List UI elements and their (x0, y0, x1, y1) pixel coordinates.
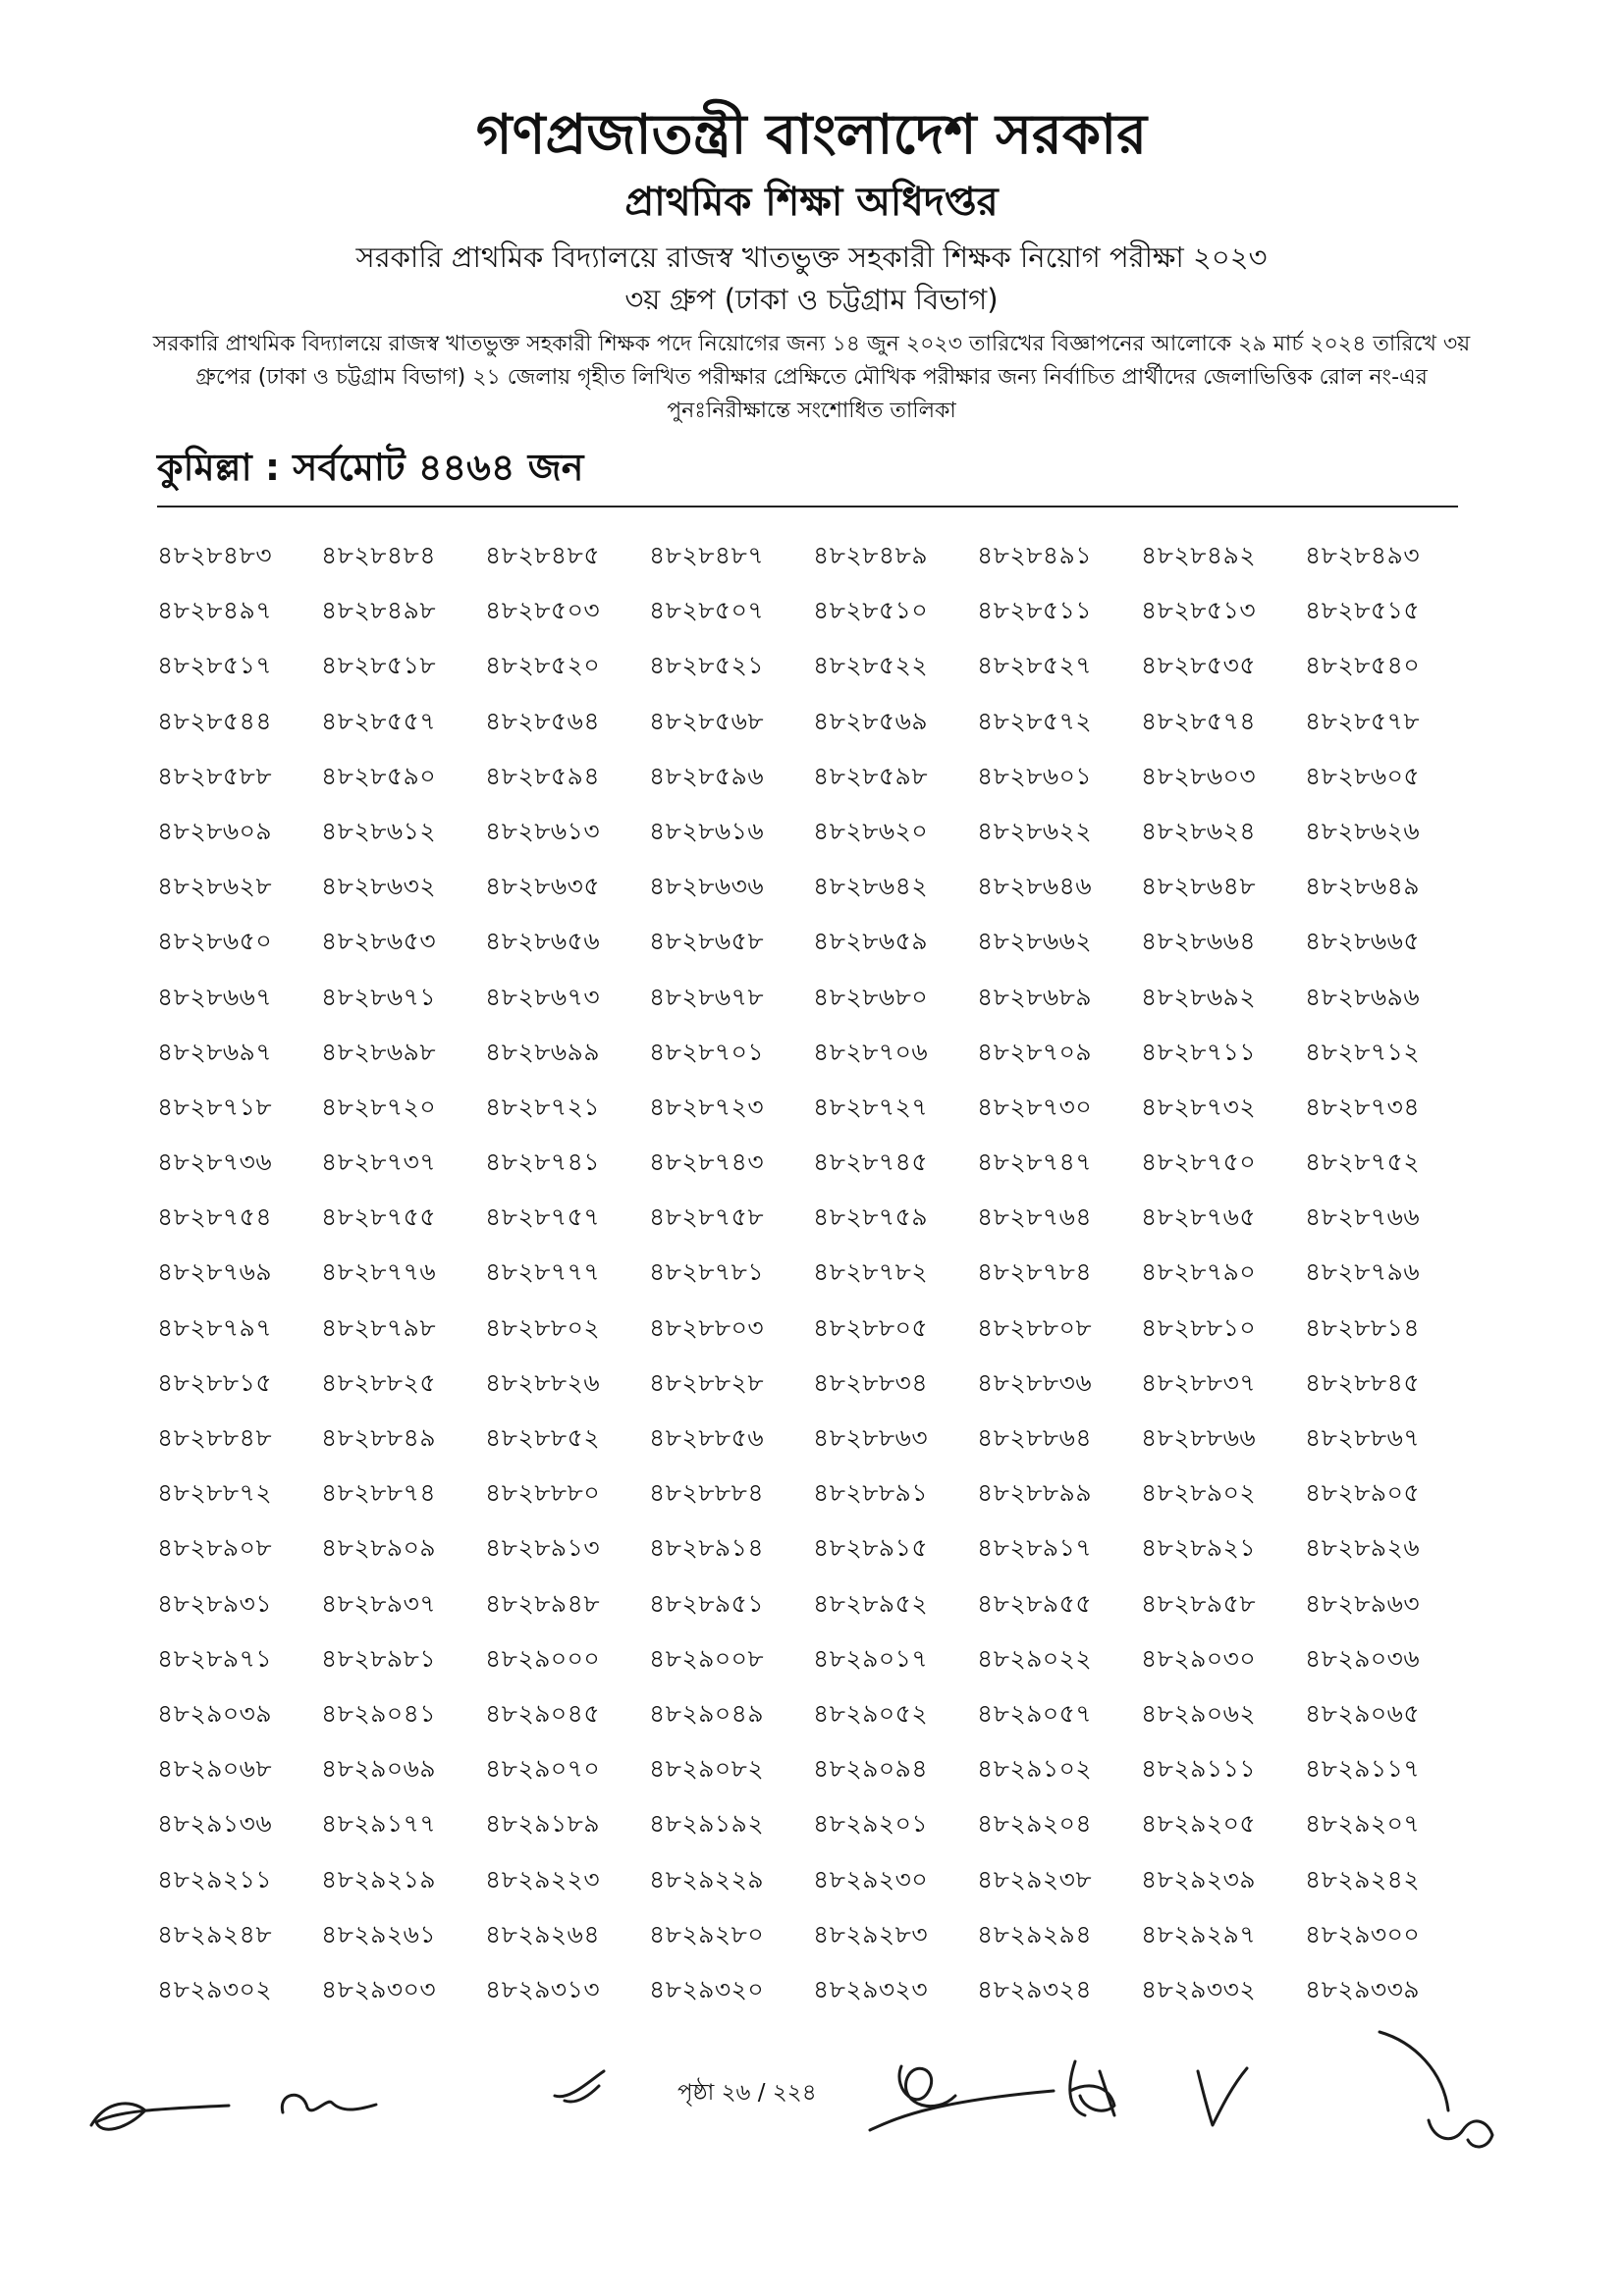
roll-number: ৪৮২৯২৩৮ (977, 1864, 1093, 1894)
roll-number: ৪৮২৯২৯৭ (1141, 1919, 1257, 1949)
signature-3 (545, 2061, 614, 2110)
roll-number: ৪৮২৯২০১ (813, 1809, 929, 1839)
roll-number: ৪৮২৮৬৬৭ (157, 982, 273, 1011)
roll-number: ৪৮২৮৭৬৪ (977, 1202, 1093, 1232)
roll-number: ৪৮২৮৬৮৯ (977, 982, 1093, 1011)
roll-number: ৪৮২৮৮১৪ (1305, 1312, 1421, 1342)
roll-number: ৪৮২৮৫৯৮ (813, 761, 929, 790)
roll-number: ৪৮২৯০১৭ (813, 1643, 929, 1673)
roll-number: ৪৮২৮৪৯১ (977, 541, 1093, 569)
roll-number: ৪৮২৮৯০২ (1141, 1478, 1257, 1508)
roll-number: ৪৮২৮৮৭২ (157, 1478, 273, 1508)
roll-number: ৪৮২৯১৩৬ (157, 1809, 273, 1839)
roll-number: ৪৮২৮৭৬৯ (157, 1257, 273, 1287)
roll-number: ৪৮২৯২৪২ (1305, 1864, 1421, 1894)
roll-number: ৪৮২৯৩০২ (157, 1974, 273, 2003)
roll-number: ৪৮২৯০৫২ (813, 1698, 929, 1728)
roll-number: ৪৮২৮৮৩৭ (1141, 1367, 1257, 1397)
roll-number: ৪৮২৮৮২৫ (321, 1367, 437, 1397)
roll-number: ৪৮২৮৭০১ (649, 1037, 765, 1066)
roll-number: ৪৮২৮৯১৭ (977, 1533, 1093, 1563)
roll-number: ৪৮২৮৭৩৭ (321, 1148, 437, 1177)
roll-number: ৪৮২৮৬১২ (321, 816, 437, 845)
roll-number: ৪৮২৮৫৫৭ (321, 706, 437, 735)
roll-number: ৪৮২৯১৭৭ (321, 1809, 437, 1839)
roll-number: ৪৮২৯০৩৯ (157, 1698, 273, 1728)
roll-number: ৪৮২৯৩৩২ (1141, 1974, 1257, 2003)
roll-number: ৪৮২৮৭১৮ (157, 1092, 273, 1121)
roll-number: ৪৮২৮৬২২ (977, 816, 1093, 845)
roll-number: ৪৮২৮৫৪০ (1305, 651, 1421, 680)
roll-number-grid (157, 538, 1469, 2027)
roll-number: ৪৮২৮৯২১ (1141, 1533, 1257, 1563)
roll-number: ৪৮২৮৯১৫ (813, 1533, 929, 1563)
roll-number: ৪৮২৯২৬১ (321, 1919, 437, 1949)
roll-number: ৪৮২৮৮৬৩ (813, 1423, 929, 1452)
roll-number: ৪৮২৮৫৭২ (977, 706, 1093, 735)
document-header (0, 98, 1623, 428)
roll-number: ৪৮২৯০৫৭ (977, 1698, 1093, 1728)
roll-number: ৪৮২৮৬৩৫ (485, 872, 601, 901)
roll-number: ৪৮২৮৮৮৪ (649, 1478, 765, 1508)
roll-number: ৪৮২৮৪৯৭ (157, 596, 273, 625)
roll-number: ৪৮২৮৯০৯ (321, 1533, 437, 1563)
roll-number: ৪৮২৮৫০৩ (485, 596, 601, 625)
roll-number: ৪৮২৯২০৫ (1141, 1809, 1257, 1839)
roll-number: ৪৮২৮৬৪৮ (1141, 872, 1257, 901)
roll-number: ৪৮২৮৫৭৪ (1141, 706, 1257, 735)
roll-number: ৪৮২৮৮৪৮ (157, 1423, 273, 1452)
roll-number: ৪৮২৮৮৯১ (813, 1478, 929, 1508)
roll-number: ৪৮২৯৩২৩ (813, 1974, 929, 2003)
roll-number: ৪৮২৮৮৪৫ (1305, 1367, 1421, 1397)
roll-number: ৪৮২৮৮৪৯ (321, 1423, 437, 1452)
roll-number: ৪৮২৮৮৭৪ (321, 1478, 437, 1508)
roll-number: ৪৮২৮৭২৭ (813, 1092, 929, 1121)
roll-number: ৪৮২৯৩০৩ (321, 1974, 437, 2003)
roll-number: ৪৮২৮৫৬৪ (485, 706, 601, 735)
roll-number: ৪৮২৮৬৪২ (813, 872, 929, 901)
roll-number: ৪৮২৮৪৮৯ (813, 541, 929, 569)
roll-number: ৪৮২৯০৯৪ (813, 1754, 929, 1784)
roll-number: ৪৮২৮৫১০ (813, 596, 929, 625)
roll-number: ৪৮২৮৬০৯ (157, 816, 273, 845)
roll-number: ৪৮২৮৬৩৬ (649, 872, 765, 901)
roll-number: ৪৮২৮৭৬৬ (1305, 1202, 1421, 1232)
roll-number: ৪৮২৮৮৫২ (485, 1423, 601, 1452)
roll-number: ৪৮২৮৭৯০ (1141, 1257, 1257, 1287)
roll-number: ৪৮২৮৪৯৩ (1305, 541, 1421, 569)
roll-number: ৪৮২৮৯৬৩ (1305, 1588, 1421, 1618)
roll-number: ৪৮২৯০৩৬ (1305, 1643, 1421, 1673)
roll-number: ৪৮২৮৮০৩ (649, 1312, 765, 1342)
roll-number: ৪৮২৯৩০০ (1305, 1919, 1421, 1949)
roll-number: ৪৮২৯০৮২ (649, 1754, 765, 1784)
roll-number: ৪৮২৮৬০৩ (1141, 761, 1257, 790)
roll-number: ৪৮২৯০৬২ (1141, 1698, 1257, 1728)
roll-number: ৪৮২৮৫১১ (977, 596, 1093, 625)
roll-number: ৪৮২৮৯৫২ (813, 1588, 929, 1618)
roll-number: ৪৮২৮৮৯৯ (977, 1478, 1093, 1508)
roll-number: ৪৮২৯১০২ (977, 1754, 1093, 1784)
roll-number: ৪৮২৯৩১৩ (485, 1974, 601, 2003)
roll-number: ৪৮২৮৬৫৩ (321, 927, 437, 956)
divider-line (157, 506, 1458, 507)
roll-number: ৪৮২৮৬৫৮ (649, 927, 765, 956)
roll-number: ৪৮২৮৫১৩ (1141, 596, 1257, 625)
roll-number: ৪৮২৮৪৮৫ (485, 541, 601, 569)
roll-number: ৪৮২৮৬১৩ (485, 816, 601, 845)
roll-number: ৪৮২৮৬৫০ (157, 927, 273, 956)
roll-number: ৪৮২৮৯৮১ (321, 1643, 437, 1673)
roll-number: ৪৮২৮৭৫০ (1141, 1148, 1257, 1177)
roll-number: ৪৮২৮৬৭৮ (649, 982, 765, 1011)
roll-number: ৪৮২৮৬৯২ (1141, 982, 1257, 1011)
roll-number: ৪৮২৮৫৬৯ (813, 706, 929, 735)
roll-number: ৪৮২৯০৪১ (321, 1698, 437, 1728)
roll-number: ৪৮২৯০৬৯ (321, 1754, 437, 1784)
roll-number: ৪৮২৯২৪৮ (157, 1919, 273, 1949)
roll-number: ৪৮২৯২৬৪ (485, 1919, 601, 1949)
roll-number: ৪৮২৮৪৮৪ (321, 541, 437, 569)
roll-number: ৪৮২৮৭৯৬ (1305, 1257, 1421, 1287)
government-title: গণপ্রজাতন্ত্রী বাংলাদেশ সরকার (475, 103, 1148, 167)
roll-number: ৪৮২৯৩৩৯ (1305, 1974, 1421, 2003)
roll-number: ৪৮২৮৮৬৭ (1305, 1423, 1421, 1452)
roll-number: ৪৮২৮৫২৭ (977, 651, 1093, 680)
roll-number: ৪৮২৮৬৬৫ (1305, 927, 1421, 956)
roll-number: ৪৮২৮৭৭৬ (321, 1257, 437, 1287)
roll-number: ৪৮২৮৫২১ (649, 651, 765, 680)
roll-number: ৪৮২৮৮৩৬ (977, 1367, 1093, 1397)
roll-number: ৪৮২৯১১৭ (1305, 1754, 1421, 1784)
roll-number: ৪৮২৯০৩০ (1141, 1643, 1257, 1673)
roll-number: ৪৮২৮৬০৫ (1305, 761, 1421, 790)
roll-number: ৪৮২৮৭২১ (485, 1092, 601, 1121)
department-title: প্রাথমিক শিক্ষা অধিদপ্তর (624, 180, 999, 225)
roll-number: ৪৮২৮৮৬৪ (977, 1423, 1093, 1452)
roll-number: ৪৮২৮৬২৪ (1141, 816, 1257, 845)
roll-number: ৪৮২৯৩২৪ (977, 1974, 1093, 2003)
roll-number: ৪৮২৮৭৭৭ (485, 1257, 601, 1287)
page-footer (0, 2022, 1623, 2218)
roll-number: ৪৮২৮৫৯৪ (485, 761, 601, 790)
roll-number: ৪৮২৮৮৫৬ (649, 1423, 765, 1452)
roll-number: ৪৮২৮৯৩৭ (321, 1588, 437, 1618)
roll-number: ৪৮২৮৬২৬ (1305, 816, 1421, 845)
roll-number: ৪৮২৮৯১৩ (485, 1533, 601, 1563)
exam-title: সরকারি প্রাথমিক বিদ্যালয়ে রাজস্ব খাতভুক্ত সহকারী শিক্ষক নিয়োগ পরীক্ষা ২০২৩ (355, 240, 1268, 274)
roll-number: ৪৮২৮৬৪৯ (1305, 872, 1421, 901)
roll-number: ৪৮২৮৫৯৬ (649, 761, 765, 790)
roll-number: ৪৮২৯০৭০ (485, 1754, 601, 1784)
roll-number: ৪৮২৮৯১৪ (649, 1533, 765, 1563)
roll-number: ৪৮২৮৭৫৪ (157, 1202, 273, 1232)
roll-number: ৪৮২৮৬২০ (813, 816, 929, 845)
roll-number: ৪৮২৮৭৪৭ (977, 1148, 1093, 1177)
roll-number: ৪৮২৮৬৯৭ (157, 1037, 273, 1066)
roll-number: ৪৮২৮৭৫৯ (813, 1202, 929, 1232)
roll-number: ৪৮২৮৭৯৭ (157, 1312, 273, 1342)
roll-number: ৪৮২৮৮২৮ (649, 1367, 765, 1397)
roll-number: ৪৮২৮৯০৮ (157, 1533, 273, 1563)
roll-number: ৪৮২৮৬০১ (977, 761, 1093, 790)
roll-number: ৪৮২৮৬৮০ (813, 982, 929, 1011)
roll-number: ৪৮২৯০৬৫ (1305, 1698, 1421, 1728)
roll-number: ৪৮২৮৯৫৫ (977, 1588, 1093, 1618)
roll-number: ৪৮২৮৮৩৪ (813, 1367, 929, 1397)
roll-number: ৪৮২৮৫২২ (813, 651, 929, 680)
signature-4 (862, 2047, 1058, 2140)
roll-number: ৪৮২৮৭২৩ (649, 1092, 765, 1121)
roll-number: ৪৮২৯১১১ (1141, 1754, 1257, 1784)
roll-number: ৪৮২৮৮৬৬ (1141, 1423, 1257, 1452)
roll-number: ৪৮২৮৫৩৫ (1141, 651, 1257, 680)
roll-number: ৪৮২৮৯৩১ (157, 1588, 273, 1618)
roll-number: ৪৮২৮৬৩২ (321, 872, 437, 901)
roll-number: ৪৮২৮৬২৮ (157, 872, 273, 901)
signature-7 (1375, 2022, 1512, 2160)
district-heading: কুমিল্লা : সর্বমোট ৪৪৬৪ জন (157, 446, 584, 489)
roll-number: ৪৮২৮৬৬৪ (1141, 927, 1257, 956)
roll-number: ৪৮২৮৫৭৮ (1305, 706, 1421, 735)
roll-number: ৪৮২৮৪৯৮ (321, 596, 437, 625)
roll-number: ৪৮২৮৫০৭ (649, 596, 765, 625)
roll-number: ৪৮২৮৪৮৩ (157, 541, 273, 569)
roll-number: ৪৮২৮৭৪৩ (649, 1148, 765, 1177)
roll-number: ৪৮২৮৭৫৮ (649, 1202, 765, 1232)
signature-5 (1055, 2052, 1134, 2125)
roll-number: ৪৮২৮৮০৮ (977, 1312, 1093, 1342)
roll-number: ৪৮২৮৯৫১ (649, 1588, 765, 1618)
roll-number: ৪৮২৮৫৯০ (321, 761, 437, 790)
roll-number: ৪৮২৮৫১৫ (1305, 596, 1421, 625)
roll-number: ৪৮২৮৭৮২ (813, 1257, 929, 1287)
roll-number: ৪৮২৮৬৫৯ (813, 927, 929, 956)
roll-number: ৪৮২৮৭৬৫ (1141, 1202, 1257, 1232)
group-title: ৩য় গ্রুপ (ঢাকা ও চট্টগ্রাম বিভাগ) (624, 283, 999, 316)
roll-number: ৪৮২৮৭০৬ (813, 1037, 929, 1066)
roll-number: ৪৮২৮৭৮৪ (977, 1257, 1093, 1287)
roll-number: ৪৮২৯২৮০ (649, 1919, 765, 1949)
roll-number: ৪৮২৮৬৭১ (321, 982, 437, 1011)
roll-number: ৪৮২৮৯২৬ (1305, 1533, 1421, 1563)
roll-number: ৪৮২৯০০৮ (649, 1643, 765, 1673)
roll-number: ৪৮২৮৬৪৬ (977, 872, 1093, 901)
roll-number: ৪৮২৮৭৫৫ (321, 1202, 437, 1232)
roll-number: ৪৮২৮৮১০ (1141, 1312, 1257, 1342)
roll-number: ৪৮২৮৯৫৮ (1141, 1588, 1257, 1618)
roll-number: ৪৮২৮৯৭১ (157, 1643, 273, 1673)
roll-number: ৪৮২৮৪৯২ (1141, 541, 1257, 569)
roll-number: ৪৮২৯২২৯ (649, 1864, 765, 1894)
roll-number: ৪৮২৯২১১ (157, 1864, 273, 1894)
roll-number: ৪৮২৮৬৯৬ (1305, 982, 1421, 1011)
roll-number: ৪৮২৮৮২৬ (485, 1367, 601, 1397)
roll-number: ৪৮২৮৭৮১ (649, 1257, 765, 1287)
roll-number: ৪৮২৮৫৬৮ (649, 706, 765, 735)
roll-number: ৪৮২৮৬৯৮ (321, 1037, 437, 1066)
roll-number: ৪৮২৮৭১১ (1141, 1037, 1257, 1066)
roll-number: ৪৮২৯৩২০ (649, 1974, 765, 2003)
roll-number: ৪৮২৯২২৩ (485, 1864, 601, 1894)
roll-number: ৪৮২৮৭০৯ (977, 1037, 1093, 1066)
roll-number: ৪৮২৮৮০৫ (813, 1312, 929, 1342)
roll-number: ৪৮২৯২৩৯ (1141, 1864, 1257, 1894)
signature-6 (1188, 2056, 1257, 2135)
roll-number: ৪৮২৯১৮৯ (485, 1809, 601, 1839)
roll-number: ৪৮২৮৬৫৬ (485, 927, 601, 956)
roll-number: ৪৮২৮৭৪১ (485, 1148, 601, 1177)
roll-number: ৪৮২৮৮১৫ (157, 1367, 273, 1397)
signature-2 (273, 2083, 381, 2127)
roll-number: ৪৮২৯০২২ (977, 1643, 1093, 1673)
roll-number: ৪৮২৯২৯৪ (977, 1919, 1093, 1949)
roll-number: ৪৮২৮৫৪৪ (157, 706, 273, 735)
roll-number: ৪৮২৮৭৪৫ (813, 1148, 929, 1177)
roll-number: ৪৮২৮৭৯৮ (321, 1312, 437, 1342)
roll-number: ৪৮২৮৭৫৭ (485, 1202, 601, 1232)
roll-number: ৪৮২৮৭৩২ (1141, 1092, 1257, 1121)
roll-number: ৪৮২৮৬৬২ (977, 927, 1093, 956)
roll-number: ৪৮২৯২৮৩ (813, 1919, 929, 1949)
roll-number: ৪৮২৯২০৭ (1305, 1809, 1421, 1839)
notice-text: সরকারি প্রাথমিক বিদ্যালয়ে রাজস্ব খাতভুক্ত সহকারী শিক্ষক পদে নিয়োগের জন্য ১৪ জুন ২০২৩ তারিখের বিজ্ঞাপনের আলোকে ২৯ মার্চ ২০২৪ তারিখে ৩য় গ্রুপের (ঢাকা ও চট্টগ্রাম বিভাগ) ২১ জেলায় গৃহীত লিখিত পরীক্ষার প্রেক্ষিতে মৌখিক পরীক্ষার জন্য নির্বাচিত প্রার্থীদের জেলাভিত্তিক রোল নং-এর পুনঃনিরীক্ষান্তে সংশোধিত তালিকা (152, 332, 1471, 423)
roll-number: ৪৮২৯২৩০ (813, 1864, 929, 1894)
roll-number: ৪৮২৮৭২০ (321, 1092, 437, 1121)
roll-number: ৪৮২৮৪৮৭ (649, 541, 765, 569)
roll-number: ৪৮২৮৬৯৯ (485, 1037, 601, 1066)
roll-number: ৪৮২৯২১৯ (321, 1864, 437, 1894)
roll-number: ৪৮২৮৭৫২ (1305, 1148, 1421, 1177)
roll-number: ৪৮২৮৫১৭ (157, 651, 273, 680)
roll-number: ৪৮২৮৮৮০ (485, 1478, 601, 1508)
signature-1 (86, 2081, 234, 2140)
roll-number: ৪৮২৮৫২০ (485, 651, 601, 680)
roll-number: ৪৮২৯০৪৫ (485, 1698, 601, 1728)
roll-number: ৪৮২৮৭৩৬ (157, 1148, 273, 1177)
roll-number: ৪৮২৯০০০ (485, 1643, 601, 1673)
roll-number: ৪৮২৯০৪৯ (649, 1698, 765, 1728)
roll-number: ৪৮২৮৫১৮ (321, 651, 437, 680)
roll-number: ৪৮২৮৬১৬ (649, 816, 765, 845)
roll-number: ৪৮২৯০৬৮ (157, 1754, 273, 1784)
roll-number: ৪৮২৮৯০৫ (1305, 1478, 1421, 1508)
roll-number: ৪৮২৮৬৭৩ (485, 982, 601, 1011)
roll-number: ৪৮২৮৭১২ (1305, 1037, 1421, 1066)
page-number: পৃষ্ঠা ২৬ / ২২৪ (677, 2080, 817, 2106)
roll-number: ৪৮২৮৭৩০ (977, 1092, 1093, 1121)
roll-number: ৪৮২৯২০৪ (977, 1809, 1093, 1839)
roll-number: ৪৮২৮৯৪৮ (485, 1588, 601, 1618)
roll-number: ৪৮২৮৮০২ (485, 1312, 601, 1342)
roll-number: ৪৮২৮৭৩৪ (1305, 1092, 1421, 1121)
roll-number: ৪৮২৮৫৮৮ (157, 761, 273, 790)
roll-number: ৪৮২৯১৯২ (649, 1809, 765, 1839)
